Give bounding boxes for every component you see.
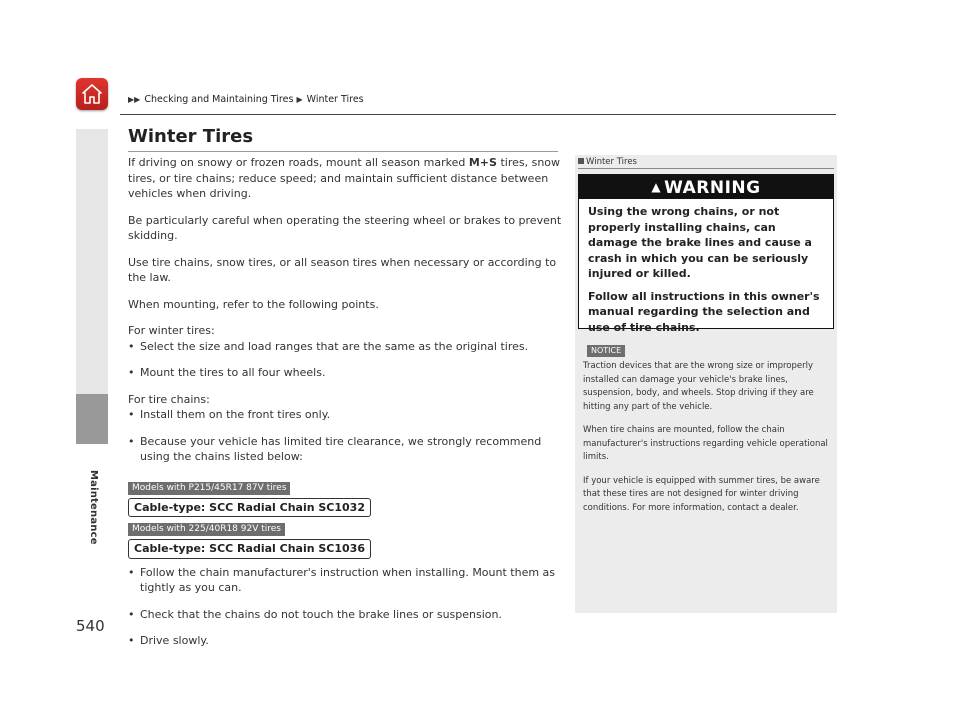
paragraph: Be particularly careful when operating the steering wheel or brakes to prevent skidding. [128,213,562,242]
paragraph: When mounting, refer to the following points. [128,297,379,311]
section-label: Maintenance [88,470,99,545]
header-divider [120,114,836,115]
model-tag: Models with 225/40R18 92V tires [128,523,285,536]
intro-paragraph: If driving on snowy or frozen roads, mount all season marked M+S tires, snow tires, or tire chains; reduce speed; and maintain sufficient distance between vehicles when driving. [128,156,561,200]
page-number: 540 [76,617,105,635]
home-icon [81,83,103,105]
breadcrumb-item-current: Winter Tires [306,94,364,105]
warning-triangle-icon: ▲ [651,180,662,194]
notice-paragraph: Traction devices that are the wrong size or improperly installed can damage your vehicle's brake lines, suspension, body, and wheels. Stop driving if they are hitting any part of the vehicle. [583,361,814,412]
breadcrumb-arrow-icon: ▶▶ [128,95,141,104]
list-item: • Follow the chain manufacturer's instruction when installing. Mount them as tightly as you can. [128,565,563,596]
ms-mark: M+S [468,156,497,169]
list-item: • Because your vehicle has limited tire clearance, we strongly recommend using the chains listed below: [128,434,563,465]
breadcrumb-arrow-icon: ▶ [296,95,303,104]
model-block [128,476,563,518]
notice-tag: NOTICE [587,345,625,357]
model-block [128,517,563,559]
warning-text: Using the wrong chains, or not properly installing chains, can damage the brake lines and cause a crash in which you can be seriously injured or killed. [588,205,812,280]
warning-heading: ▲ WARNING [579,175,833,199]
list-item: • Check that the chains do not touch the brake lines or suspension. [128,607,563,623]
chain-recommendation: Cable-type: SCC Radial Chain SC1032 [128,498,371,518]
page-title: Winter Tires [128,126,254,147]
side-tab-marker [76,394,108,444]
breadcrumb-item-parent[interactable]: Checking and Maintaining Tires [144,94,294,105]
panel-reference: Winter Tires [578,157,637,167]
list-item: • Select the size and load ranges that are the same as the original tires. [128,339,563,355]
panel-divider [578,168,834,169]
main-content [128,155,563,660]
notice-text [583,360,833,525]
breadcrumb [128,94,364,105]
warning-box [578,174,834,334]
paragraph: Use tire chains, snow tires, or all season tires when necessary or according to the law. [128,255,557,284]
winter-tires-heading: For winter tires: [128,324,215,337]
list-item: • Drive slowly. [128,633,563,649]
chain-recommendation: Cable-type: SCC Radial Chain SC1036 [128,539,371,559]
tire-chains-heading: For tire chains: [128,392,210,406]
title-divider [128,151,558,152]
side-panel [575,155,837,613]
notice-paragraph: When tire chains are mounted, follow the chain manufacturer's instructions regarding vehicle operational limits. [583,425,828,462]
list-item: • Install them on the front tires only. [128,407,563,423]
warning-text: Follow all instructions in this owner's manual regarding the selection and use of tire chains. [588,289,820,334]
model-tag: Models with P215/45R17 87V tires [128,482,290,495]
reference-marker-icon [578,158,584,164]
notice-paragraph: If your vehicle is equipped with summer tires, be aware that these tires are not designed for winter driving conditions. For more information, contact a dealer. [583,475,820,513]
side-tab-bar [76,129,108,394]
list-item: • Mount the tires to all four wheels. [128,365,563,381]
home-button[interactable] [76,78,108,110]
